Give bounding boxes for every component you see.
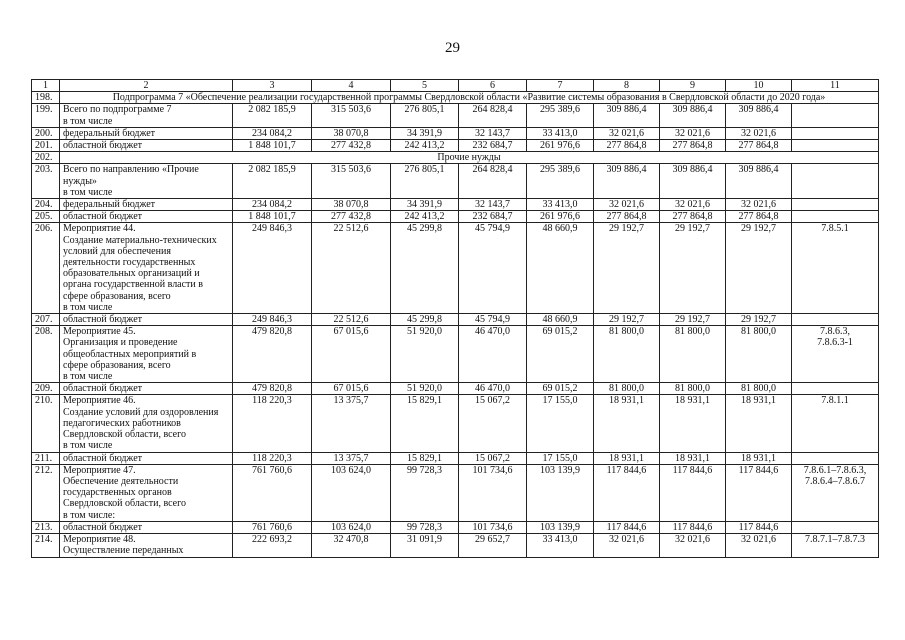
value-cell: 45 794,9	[459, 314, 527, 326]
value-cell: 261 976,6	[527, 140, 594, 152]
value-cell: 18 931,1	[660, 452, 726, 464]
value-cell: 81 800,0	[726, 383, 792, 395]
value-cell: 242 413,2	[391, 140, 459, 152]
value-cell: 277 864,8	[594, 211, 660, 223]
value-cell: 51 920,0	[391, 383, 459, 395]
row-name: областной бюджет	[60, 211, 233, 223]
value-cell: 15 067,2	[459, 452, 527, 464]
target-code	[792, 383, 879, 395]
value-cell: 222 693,2	[233, 533, 312, 557]
value-cell: 81 800,0	[660, 326, 726, 383]
value-cell: 276 805,1	[391, 164, 459, 199]
table-row	[32, 127, 879, 139]
column-header: 2	[60, 80, 233, 92]
row-name: федеральный бюджет	[60, 199, 233, 211]
row-number: 201.	[32, 140, 60, 152]
row-name: Мероприятие 45. Организация и проведение общеобластных мероприятий в сфере образования, всего в том числе	[60, 326, 233, 383]
value-cell: 232 684,7	[459, 140, 527, 152]
column-header: 5	[391, 80, 459, 92]
value-cell: 18 931,1	[726, 452, 792, 464]
column-header: 1	[32, 80, 60, 92]
value-cell: 295 389,6	[527, 164, 594, 199]
value-cell: 242 413,2	[391, 211, 459, 223]
value-cell: 33 413,0	[527, 127, 594, 139]
value-cell: 67 015,6	[312, 326, 391, 383]
value-cell: 81 800,0	[660, 383, 726, 395]
value-cell: 29 192,7	[660, 314, 726, 326]
table-row	[32, 533, 879, 557]
row-number: 206.	[32, 223, 60, 314]
target-code	[792, 164, 879, 199]
table-row	[32, 152, 879, 164]
budget-table	[31, 79, 879, 558]
value-cell: 38 070,8	[312, 127, 391, 139]
value-cell: 29 192,7	[594, 223, 660, 314]
value-cell: 264 828,4	[459, 104, 527, 127]
section-heading: Прочие нужды	[60, 152, 879, 164]
value-cell: 17 155,0	[527, 452, 594, 464]
value-cell: 277 432,8	[312, 211, 391, 223]
row-name: федеральный бюджет	[60, 127, 233, 139]
target-code	[792, 521, 879, 533]
row-number: 208.	[32, 326, 60, 383]
row-number: 211.	[32, 452, 60, 464]
target-code: 7.8.6.1–7.8.6.3, 7.8.6.4–7.8.6.7	[792, 464, 879, 521]
value-cell: 264 828,4	[459, 164, 527, 199]
value-cell: 69 015,2	[527, 326, 594, 383]
value-cell: 117 844,6	[726, 464, 792, 521]
value-cell: 32 021,6	[726, 127, 792, 139]
value-cell: 67 015,6	[312, 383, 391, 395]
value-cell: 101 734,6	[459, 464, 527, 521]
value-cell: 309 886,4	[660, 164, 726, 199]
row-number: 205.	[32, 211, 60, 223]
table-row	[32, 464, 879, 521]
value-cell: 1 848 101,7	[233, 211, 312, 223]
value-cell: 34 391,9	[391, 199, 459, 211]
column-header: 6	[459, 80, 527, 92]
table-row	[32, 140, 879, 152]
value-cell: 45 299,8	[391, 223, 459, 314]
table-row	[32, 383, 879, 395]
value-cell: 32 021,6	[660, 199, 726, 211]
target-code	[792, 199, 879, 211]
value-cell: 309 886,4	[594, 104, 660, 127]
value-cell: 277 432,8	[312, 140, 391, 152]
table-row	[32, 223, 879, 314]
table-row	[32, 199, 879, 211]
value-cell: 295 389,6	[527, 104, 594, 127]
value-cell: 117 844,6	[594, 464, 660, 521]
value-cell: 18 931,1	[726, 395, 792, 452]
value-cell: 17 155,0	[527, 395, 594, 452]
value-cell: 38 070,8	[312, 199, 391, 211]
value-cell: 48 660,9	[527, 314, 594, 326]
column-header: 11	[792, 80, 879, 92]
value-cell: 309 886,4	[726, 104, 792, 127]
value-cell: 277 864,8	[726, 140, 792, 152]
row-number: 214.	[32, 533, 60, 557]
value-cell: 277 864,8	[660, 140, 726, 152]
table-row	[32, 314, 879, 326]
value-cell: 118 220,3	[233, 452, 312, 464]
value-cell: 232 684,7	[459, 211, 527, 223]
value-cell: 99 728,3	[391, 521, 459, 533]
row-name: Всего по подпрограмме 7 в том числе	[60, 104, 233, 127]
value-cell: 29 192,7	[594, 314, 660, 326]
value-cell: 45 794,9	[459, 223, 527, 314]
target-code: 7.8.5.1	[792, 223, 879, 314]
value-cell: 309 886,4	[726, 164, 792, 199]
column-header: 7	[527, 80, 594, 92]
row-name: областной бюджет	[60, 314, 233, 326]
column-header: 9	[660, 80, 726, 92]
value-cell: 118 220,3	[233, 395, 312, 452]
value-cell: 81 800,0	[594, 383, 660, 395]
value-cell: 32 021,6	[726, 533, 792, 557]
value-cell: 29 652,7	[459, 533, 527, 557]
table-row	[32, 164, 879, 199]
target-code: 7.8.6.3, 7.8.6.3-1	[792, 326, 879, 383]
value-cell: 22 512,6	[312, 223, 391, 314]
value-cell: 29 192,7	[726, 223, 792, 314]
table-row	[32, 395, 879, 452]
row-number: 203.	[32, 164, 60, 199]
value-cell: 22 512,6	[312, 314, 391, 326]
row-name: областной бюджет	[60, 140, 233, 152]
row-name: областной бюджет	[60, 521, 233, 533]
target-code	[792, 140, 879, 152]
target-code	[792, 104, 879, 127]
value-cell: 81 800,0	[726, 326, 792, 383]
value-cell: 45 299,8	[391, 314, 459, 326]
column-header: 4	[312, 80, 391, 92]
value-cell: 117 844,6	[660, 521, 726, 533]
target-code	[792, 452, 879, 464]
value-cell: 34 391,9	[391, 127, 459, 139]
page-number: 29	[445, 40, 460, 56]
value-cell: 32 470,8	[312, 533, 391, 557]
value-cell: 309 886,4	[660, 104, 726, 127]
row-number: 200.	[32, 127, 60, 139]
value-cell: 32 021,6	[660, 127, 726, 139]
value-cell: 261 976,6	[527, 211, 594, 223]
row-number: 202.	[32, 152, 60, 164]
row-number: 204.	[32, 199, 60, 211]
value-cell: 13 375,7	[312, 395, 391, 452]
row-number: 212.	[32, 464, 60, 521]
target-code: 7.8.1.1	[792, 395, 879, 452]
row-number: 199.	[32, 104, 60, 127]
value-cell: 761 760,6	[233, 521, 312, 533]
target-code: 7.8.7.1–7.8.7.3	[792, 533, 879, 557]
value-cell: 15 067,2	[459, 395, 527, 452]
column-header: 10	[726, 80, 792, 92]
target-code	[792, 314, 879, 326]
value-cell: 117 844,6	[726, 521, 792, 533]
column-header: 3	[233, 80, 312, 92]
value-cell: 46 470,0	[459, 383, 527, 395]
table-row	[32, 452, 879, 464]
value-cell: 277 864,8	[660, 211, 726, 223]
value-cell: 46 470,0	[459, 326, 527, 383]
value-cell: 277 864,8	[594, 140, 660, 152]
value-cell: 234 084,2	[233, 127, 312, 139]
value-cell: 69 015,2	[527, 383, 594, 395]
target-code	[792, 127, 879, 139]
value-cell: 479 820,8	[233, 383, 312, 395]
value-cell: 18 931,1	[594, 452, 660, 464]
section-heading: Подпрограмма 7 «Обеспечение реализации государственной программы Свердловской области «Развитие системы образования в Свердловской области до 2020 года»	[60, 92, 879, 104]
value-cell: 33 413,0	[527, 199, 594, 211]
table-row	[32, 104, 879, 127]
row-number: 210.	[32, 395, 60, 452]
table-row	[32, 92, 879, 104]
value-cell: 2 082 185,9	[233, 104, 312, 127]
row-name: Мероприятие 44. Создание материально-технических условий для обеспечения деятельности государственных образовательных организаций и органа государственной власти в сфере образования, всего в том числе	[60, 223, 233, 314]
value-cell: 15 829,1	[391, 395, 459, 452]
value-cell: 13 375,7	[312, 452, 391, 464]
column-header: 8	[594, 80, 660, 92]
row-name: Мероприятие 48. Осуществление переданных	[60, 533, 233, 557]
value-cell: 32 021,6	[594, 199, 660, 211]
row-number: 198.	[32, 92, 60, 104]
row-number: 207.	[32, 314, 60, 326]
value-cell: 99 728,3	[391, 464, 459, 521]
row-name: Всего по направлению «Прочие нужды» в том числе	[60, 164, 233, 199]
value-cell: 249 846,3	[233, 223, 312, 314]
value-cell: 31 091,9	[391, 533, 459, 557]
value-cell: 18 931,1	[594, 395, 660, 452]
value-cell: 15 829,1	[391, 452, 459, 464]
value-cell: 117 844,6	[594, 521, 660, 533]
value-cell: 479 820,8	[233, 326, 312, 383]
column-header-row	[32, 80, 879, 92]
row-name: Мероприятие 47. Обеспечение деятельности государственных органов Свердловской области, всего в том числе:	[60, 464, 233, 521]
value-cell: 234 084,2	[233, 199, 312, 211]
value-cell: 103 139,9	[527, 464, 594, 521]
row-name: областной бюджет	[60, 383, 233, 395]
value-cell: 103 624,0	[312, 521, 391, 533]
table-row	[32, 521, 879, 533]
value-cell: 32 021,6	[594, 533, 660, 557]
value-cell: 32 021,6	[594, 127, 660, 139]
value-cell: 29 192,7	[660, 223, 726, 314]
value-cell: 81 800,0	[594, 326, 660, 383]
value-cell: 32 021,6	[726, 199, 792, 211]
value-cell: 2 082 185,9	[233, 164, 312, 199]
value-cell: 315 503,6	[312, 164, 391, 199]
value-cell: 249 846,3	[233, 314, 312, 326]
table-row	[32, 326, 879, 383]
value-cell: 117 844,6	[660, 464, 726, 521]
value-cell: 315 503,6	[312, 104, 391, 127]
value-cell: 277 864,8	[726, 211, 792, 223]
table-body	[32, 80, 879, 558]
row-name: Мероприятие 46. Создание условий для оздоровления педагогических работников Свердловской области, всего в том числе	[60, 395, 233, 452]
value-cell: 18 931,1	[660, 395, 726, 452]
value-cell: 1 848 101,7	[233, 140, 312, 152]
row-number: 213.	[32, 521, 60, 533]
row-name: областной бюджет	[60, 452, 233, 464]
value-cell: 51 920,0	[391, 326, 459, 383]
target-code	[792, 211, 879, 223]
value-cell: 32 021,6	[660, 533, 726, 557]
value-cell: 761 760,6	[233, 464, 312, 521]
value-cell: 103 624,0	[312, 464, 391, 521]
table-row	[32, 211, 879, 223]
value-cell: 309 886,4	[594, 164, 660, 199]
value-cell: 276 805,1	[391, 104, 459, 127]
value-cell: 29 192,7	[726, 314, 792, 326]
row-number: 209.	[32, 383, 60, 395]
value-cell: 48 660,9	[527, 223, 594, 314]
value-cell: 33 413,0	[527, 533, 594, 557]
value-cell: 32 143,7	[459, 199, 527, 211]
value-cell: 32 143,7	[459, 127, 527, 139]
value-cell: 101 734,6	[459, 521, 527, 533]
value-cell: 103 139,9	[527, 521, 594, 533]
